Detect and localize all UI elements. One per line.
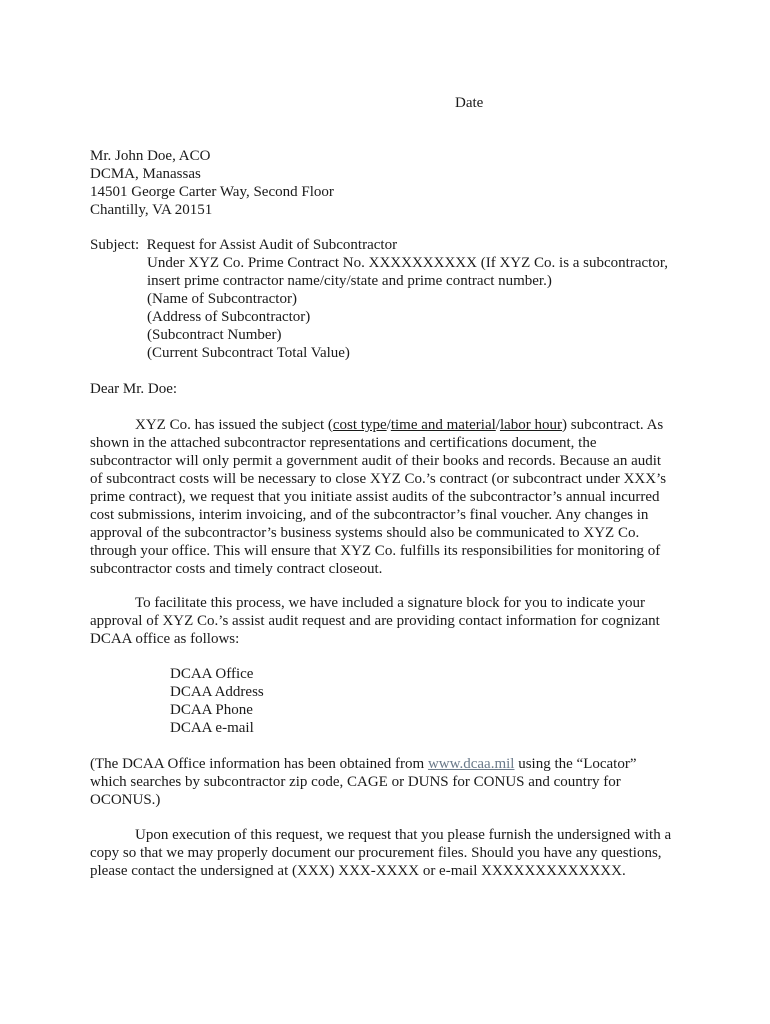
text-run: using the “Locator” — [514, 756, 637, 772]
date-field: Date — [455, 95, 484, 111]
dcaa-email: DCAA e-mail — [170, 720, 254, 736]
paragraph-4 — [90, 826, 690, 880]
paragraph-line — [90, 416, 690, 434]
subject-detail: insert prime contractor name/city/state and prime contract number.) — [147, 273, 552, 289]
dcaa-phone: DCAA Phone — [170, 702, 253, 718]
subject-line — [90, 236, 690, 254]
salutation: Dear Mr. Doe: — [90, 381, 178, 397]
subject-detail: (Subcontract Number) — [147, 327, 282, 343]
paragraph-line: of subcontract costs will be necessary to close XYZ Co.’s contract (or subcontract under XXX’s — [90, 471, 667, 487]
paragraph-line: cost submissions, interim invoicing, and of the subcontractor’s final voucher. Any changes in — [90, 507, 649, 523]
address-line: DCMA, Manassas — [90, 166, 201, 182]
recipient-address — [90, 147, 690, 219]
option-labor-hour: labor hour — [499, 417, 563, 433]
paragraph-line: through your office. This will ensure that XYZ Co. fulfills its responsibilities for monitoring of — [90, 543, 661, 559]
text-run: (The DCAA Office information has been obtained from — [90, 756, 428, 772]
paragraph-line: copy so that we may properly document our procurement files. Should you have any questions, — [90, 845, 662, 861]
subject-label: Subject: — [90, 237, 140, 253]
paragraph-line: shown in the attached subcontractor representations and certifications document, the — [90, 435, 597, 451]
text-run: ) subcontract. As — [562, 417, 664, 433]
option-cost-type: cost type — [332, 417, 387, 433]
paragraph-line: Upon execution of this request, we request that you please furnish the undersigned with a — [135, 827, 672, 843]
paragraph-line: approval of XYZ Co.’s assist audit request and are providing contact information for cognizant — [90, 613, 660, 629]
paragraph-line — [90, 755, 690, 773]
paragraph-2 — [90, 594, 690, 648]
option-time-material: time and material — [390, 417, 496, 433]
address-line: 14501 George Carter Way, Second Floor — [90, 184, 334, 200]
dcaa-address: DCAA Address — [170, 684, 264, 700]
paragraph-line: which searches by subcontractor zip code, CAGE or DUNS for CONUS and country for — [90, 774, 621, 790]
subject-title: Request for Assist Audit of Subcontractor — [146, 237, 398, 253]
dcaa-office: DCAA Office — [170, 666, 254, 682]
paragraph-line: subcontractor costs and timely contract closeout. — [90, 561, 383, 577]
subject-detail: (Address of Subcontractor) — [147, 309, 311, 325]
paragraph-line: prime contract), we request that you initiate assist audits of the subcontractor’s annual incurred — [90, 489, 660, 505]
paragraph-line: OCONUS.) — [90, 792, 161, 808]
paragraph-line: DCAA office as follows: — [90, 631, 240, 647]
dcaa-contact-block — [90, 665, 690, 737]
paragraph-line: subcontractor will only permit a government audit of their books and records. Because an audit — [90, 453, 662, 469]
dcaa-website-link[interactable]: www.dcaa.mil — [427, 756, 515, 772]
paragraph-line: please contact the undersigned at (XXX) XXX-XXXX or e-mail XXXXXXXXXXXXX. — [90, 863, 626, 879]
text-run: / — [386, 417, 391, 433]
text-run: / — [495, 417, 500, 433]
paragraph-3 — [90, 755, 690, 809]
subject-block — [90, 236, 690, 362]
address-line: Chantilly, VA 20151 — [90, 202, 213, 218]
paragraph-line: approval of the subcontractor’s business systems should also be communicated to XYZ Co. — [90, 525, 640, 541]
text-run: XYZ Co. has issued the subject ( — [135, 417, 333, 433]
subject-detail: (Name of Subcontractor) — [147, 291, 297, 307]
paragraph-1 — [90, 416, 690, 578]
subject-detail: Under XYZ Co. Prime Contract No. XXXXXXXXXX (If XYZ Co. is a subcontractor, — [147, 255, 668, 271]
paragraph-line: To facilitate this process, we have included a signature block for you to indicate your — [135, 595, 646, 611]
subject-detail: (Current Subcontract Total Value) — [147, 345, 350, 361]
address-line: Mr. John Doe, ACO — [90, 148, 211, 164]
